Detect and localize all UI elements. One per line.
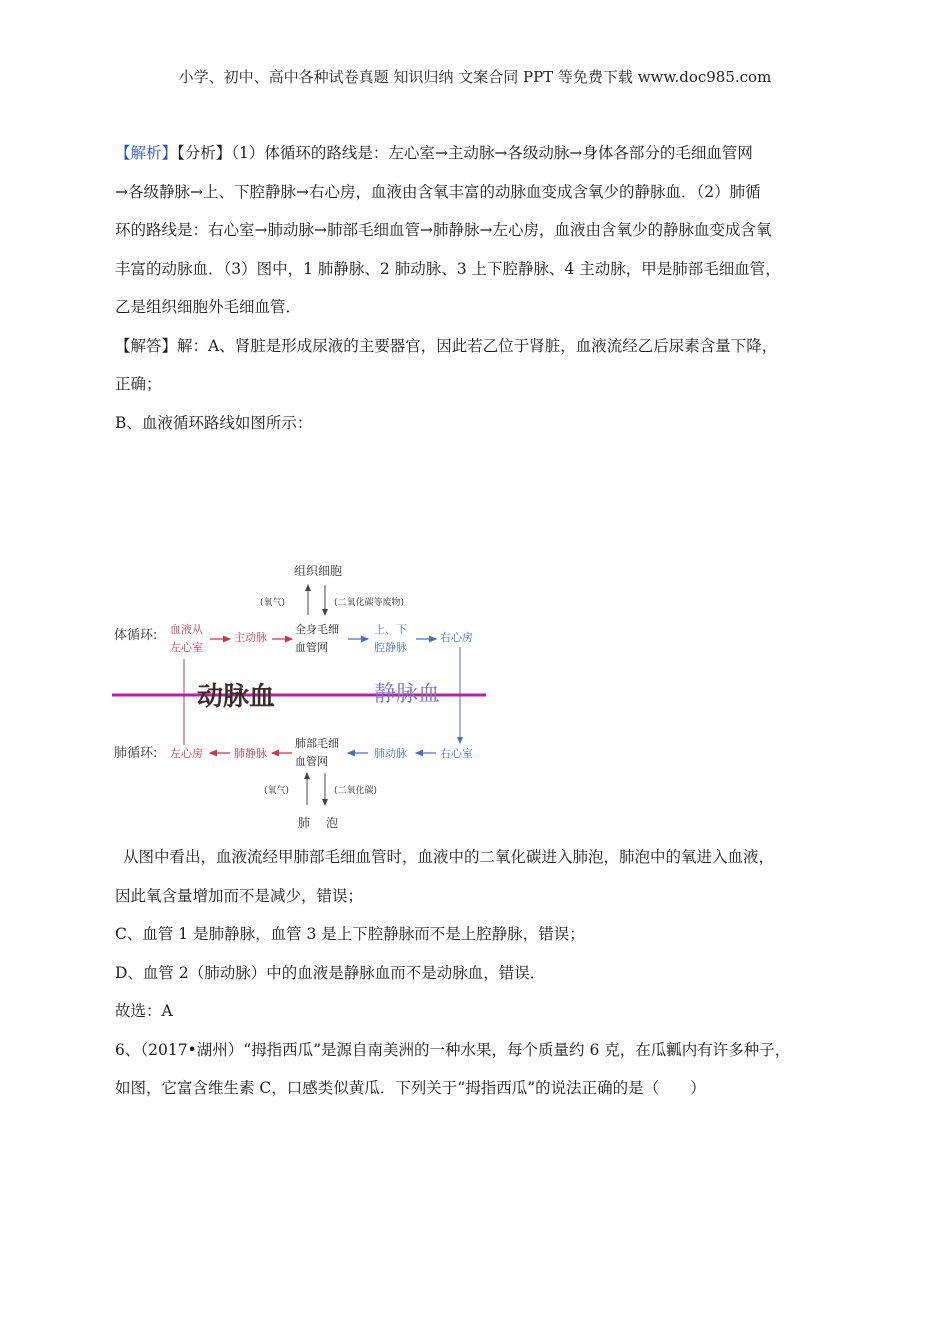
- question-6-line-1: 6、（2017•湖州）“拇指西瓜”是源自南美洲的一种水果，每个质量约 6 克，在瓜瓤内有许多种子，: [115, 1040, 791, 1059]
- alveoli-label-2: 泡: [326, 816, 339, 830]
- option-d-line: D、血管 2（肺动脉）中的血液是静脉血而不是动脉血，错误．: [115, 963, 546, 982]
- analysis-line-4: 丰富的动脉血．（3）图中，1 肺静脉、2 肺动脉、3 上下腔静脉、4 主动脉，甲是肺部毛细血管，: [115, 259, 781, 278]
- answer-line-1: 【解答】解：A、肾脏是形成尿液的主要器官，因此若乙位于肾脏，血液流经乙后尿素含量下降，: [115, 336, 778, 355]
- tissue-cells-label: 组织细胞: [294, 564, 343, 578]
- page-header: 小学、初中、高中各种试卷真题 知识归纳 文案合同 PPT 等免费下载 www.doc985.com: [178, 68, 772, 86]
- after-line-2: 因此氧含量增加而不是减少，错误；: [115, 886, 364, 905]
- lung-capillaries-label-2: 血管网: [295, 755, 328, 768]
- analysis-line-1: 【解析】【分析】（1）体循环的路线是：左心室→主动脉→各级动脉→身体各部分的毛细血管网: [115, 144, 753, 162]
- oxygen-bottom-label: (氧气): [264, 786, 290, 796]
- right-atrium-label: 右心房: [440, 631, 473, 644]
- question-6-line-2: 如图，它富含维生素 C，口感类似黄瓜．下列关于“拇指西瓜”的说法正确的是（ ）: [115, 1079, 706, 1097]
- alveoli-label-1: 肺: [298, 816, 311, 830]
- blood-circulation-diagram: [112, 555, 492, 835]
- oxygen-top-label: (氧气): [260, 598, 286, 608]
- answer-line-3: B、血液循环路线如图所示：: [115, 413, 313, 432]
- final-answer-line: 故选：A: [115, 1002, 173, 1020]
- vena-cava-label-2: 腔静脉: [374, 641, 407, 654]
- co2-bottom-label: (二氧化碳): [334, 786, 378, 796]
- conclusion-section: [115, 838, 850, 1108]
- pulmonary-vein-label: 肺静脉: [234, 747, 267, 760]
- analysis-tag: 【解析】: [115, 144, 178, 162]
- analysis-subtag: 【分析】: [177, 144, 232, 162]
- co2-waste-label: (二氧化碳等废物): [334, 598, 405, 608]
- pulmonary-artery-label: 肺动脉: [374, 747, 407, 760]
- sys-from-text-1: 血液从: [170, 623, 203, 636]
- left-atrium-label: 左心房: [170, 747, 203, 760]
- pulmonary-circulation-label: 肺循环:: [114, 746, 158, 761]
- aorta-label: 主动脉: [234, 631, 267, 644]
- body-capillaries-label-2: 血管网: [295, 641, 328, 654]
- arterial-blood-label: 动脉血: [197, 682, 276, 712]
- analysis-line-3: 环的路线是：右心室→肺动脉→肺部毛细血管→肺静脉→左心房，血液由含氧少的静脉血变成含氧: [115, 221, 772, 239]
- systemic-circulation-label: 体循环:: [114, 628, 158, 643]
- analysis-line-2: →各级静脉→上、下腔静脉→右心房，血液由含氧丰富的动脉血变成含氧少的静脉血．（2）肺循: [115, 182, 761, 201]
- circulation-svg: [112, 555, 492, 835]
- venous-blood-label: 静脉血: [374, 682, 441, 707]
- answer-tag: 【解答】: [115, 336, 178, 355]
- option-c-line: C、血管 1 是肺静脉，血管 3 是上下腔静脉而不是上腔静脉，错误；: [115, 925, 585, 943]
- analysis-section: [115, 134, 850, 442]
- body-capillaries-label-1: 全身毛细: [295, 623, 339, 636]
- analysis-line-5: 乙是组织细胞外毛细血管．: [115, 298, 302, 316]
- lung-capillaries-label-1: 肺部毛细: [295, 737, 339, 750]
- after-line-1: 从图中看出，血液流经甲肺部毛细血管时，血液中的二氧化碳进入肺泡，肺泡中的氧进入血液，: [123, 848, 775, 866]
- answer-line-2: 正确；: [115, 375, 162, 393]
- sys-from-text-2: 左心室: [170, 641, 203, 654]
- right-ventricle-label: 右心室: [440, 747, 473, 760]
- vena-cava-label-1: 上、下: [374, 623, 407, 636]
